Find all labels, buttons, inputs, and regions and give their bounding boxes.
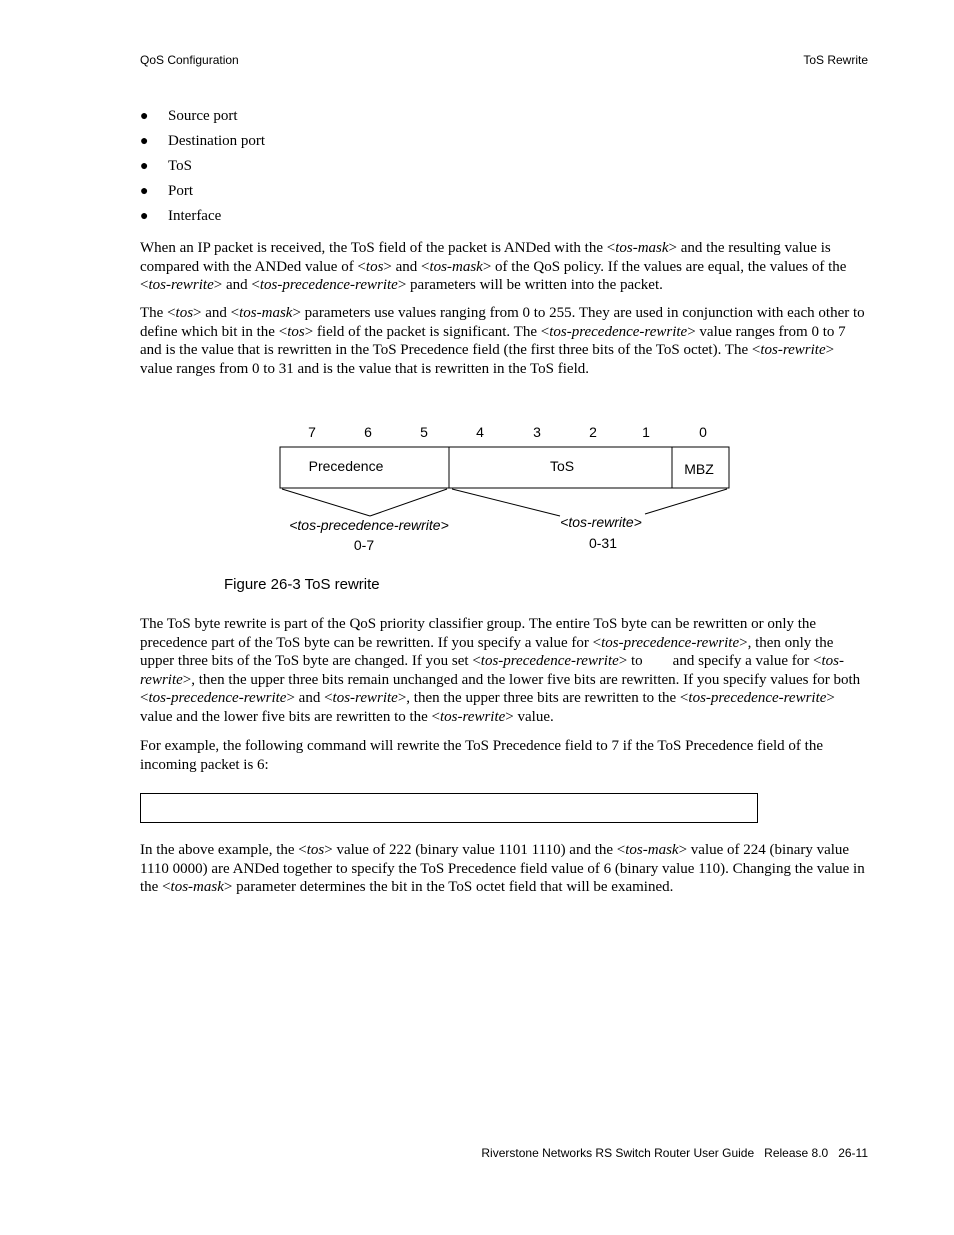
paragraph-byte-rewrite: The ToS byte rewrite is part of the QoS priority classifier group. The entire ToS byte can be rewritten or only the precedence part of the ToS byte can be rewritten. If you specify a value for <tos-precedence-rewrite>, then only the upper three bits of the ToS byte are changed. If you set <tos-precedence-rewrite> to and specify a value for <tos-rewrite>, then the upper three bits remain unchanged and the lower five bits are rewritten. If you specify values for both <tos-precedence-rewrite> and <tos-rewrite>, then the upper three bits are rewritten to the <tos-precedence-rewrite> value and the lower five bits are rewritten to the <tos-rewrite> value. xyxy=(140,616,861,725)
bit-label: 3 xyxy=(533,424,541,440)
bracket-line xyxy=(370,489,447,516)
paragraph-packet-received: When an IP packet is received, the ToS field of the packet is ANDed with the <tos-mask> and the resulting value is compared with the ANDed value of <tos> and <tos-mask> of the QoS policy. If the values are equal, the values of the <tos-rewrite> and <tos-precedence-rewrite> parameters will be written into the packet. xyxy=(140,240,847,294)
header-section-title: QoS Configuration xyxy=(140,53,239,67)
command-example-box xyxy=(140,793,758,823)
field-precedence: Precedence xyxy=(308,458,384,474)
bit-label: 5 xyxy=(420,424,428,440)
bracket-line xyxy=(282,489,370,516)
bit-label: 7 xyxy=(308,424,316,440)
bullet-icon: ● xyxy=(140,134,149,149)
list-item: ● Interface xyxy=(140,206,265,231)
bit-label: 4 xyxy=(476,424,484,440)
bit-label: 1 xyxy=(642,424,650,440)
header-topic-title: ToS Rewrite xyxy=(803,53,868,67)
bit-label: 0 xyxy=(699,424,707,440)
bracket-line xyxy=(645,489,727,514)
paragraph-example-intro: For example, the following command will rewrite the ToS Precedence field to 7 if the ToS Precedence field of the incoming packet is 6: xyxy=(140,738,823,773)
range-tos: 0-31 xyxy=(588,535,618,551)
list-item: ● Destination port xyxy=(140,131,265,156)
label-tos-precedence-rewrite: <tos-precedence-rewrite> xyxy=(289,517,449,533)
bit-number-labels xyxy=(308,424,707,440)
bit-label: 2 xyxy=(589,424,597,440)
bullet-icon: ● xyxy=(140,159,149,174)
page-footer: Riverstone Networks RS Switch Router User Guide Release 8.0 26-11 xyxy=(481,1146,868,1160)
bracket-line xyxy=(452,489,560,516)
bullet-icon: ● xyxy=(140,109,149,124)
figure-caption: Figure 26-3 ToS rewrite xyxy=(224,576,380,593)
list-item: ● Source port xyxy=(140,106,265,131)
field-tos: ToS xyxy=(549,458,575,474)
range-precedence: 0-7 xyxy=(353,537,375,553)
bit-label: 6 xyxy=(364,424,372,440)
bullet-icon: ● xyxy=(140,209,149,224)
label-tos-rewrite: <tos-rewrite> xyxy=(560,514,642,530)
paragraph-example-explanation: In the above example, the <tos> value of 222 (binary value 1101 1110) and the <tos-mask> value of 224 (binary value 1110 0000) are ANDed together to specify the ToS Precedence field value of 6 (binary value 110). Changing the value in the <tos-mask> parameter determines the bit in the ToS octet field that will be examined. xyxy=(140,842,865,896)
list-item: ● ToS xyxy=(140,156,265,181)
bullet-icon: ● xyxy=(140,184,149,199)
field-mbz: MBZ xyxy=(684,461,714,477)
paragraph-value-ranges: The <tos> and <tos-mask> parameters use values ranging from 0 to 255. They are used in conjunction with each other to define which bit in the <tos> field of the packet is significant. The <tos-precedence-rewrite> value ranges from 0 to 7 and is the value that is rewritten in the ToS Precedence field (the first three bits of the ToS octet). The <tos-rewrite> value ranges from 0 to 31 and is the value that is rewritten in the ToS field. xyxy=(140,305,865,377)
list-item: ● Port xyxy=(140,181,265,206)
tos-byte-diagram xyxy=(0,0,954,600)
